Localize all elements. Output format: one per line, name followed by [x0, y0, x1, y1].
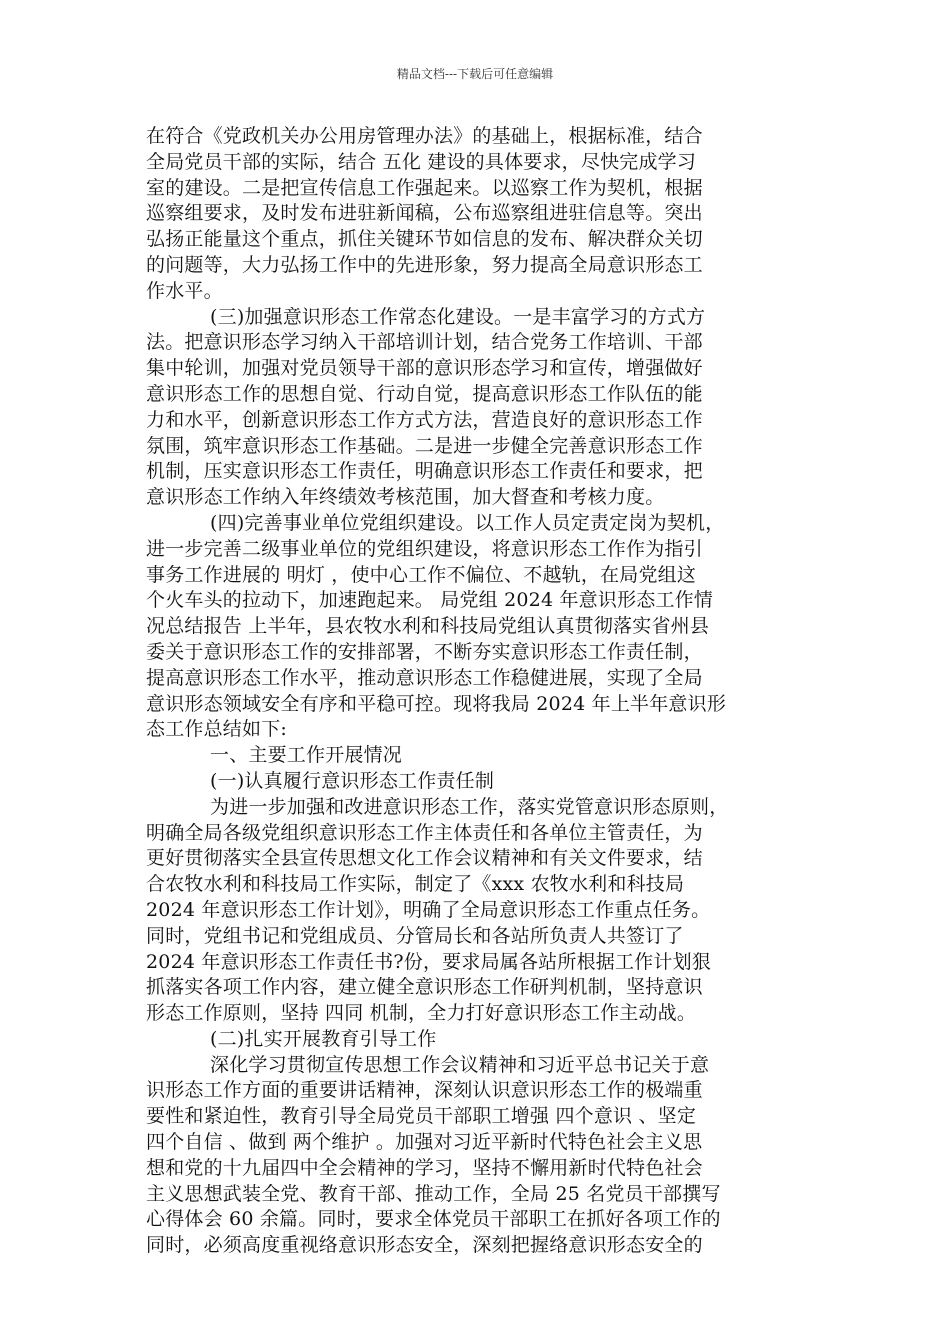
text-line: 在符合《党政机关办公用房管理办法》的基础上，根据标准，结合: [146, 125, 703, 147]
text-line: 2024 年意识形态工作计划》，明确了全局意识形态工作重点任务。: [146, 898, 711, 921]
text-line: 作水平。: [146, 279, 223, 302]
text-line: 况总结报告 上半年，县农牧水利和科技局党组认真贯彻落实省州县: [146, 615, 710, 638]
text-line: 意识形态领域安全有序和平稳可控。现将我局 2024 年上半年意识形: [146, 692, 727, 715]
text-line: 全局党员干部的实际，结合 五化 建设的具体要求，尽快完成学习: [146, 150, 697, 173]
text-line: 想和党的十九届四中全会精神的学习，坚持不懈用新时代特色社会: [146, 1156, 703, 1179]
text-line: 四个自信 、做到 两个维护 。加强对习近平新时代特色社会主义思: [146, 1131, 703, 1154]
text-line: 明确全局各级党组织意识形态工作主体责任和各单位主管责任，为: [146, 821, 703, 844]
text-line: 委关于意识形态工作的安排部署，不断夯实意识形态工作责任制，: [146, 640, 703, 663]
text-line: 进一步完善二级事业单位的党组织建设，将意识形态工作作为指引: [146, 537, 703, 560]
text-line: 形态工作原则，坚持 四同 机制，全力打好意识形态工作主动战。: [146, 1002, 697, 1025]
text-line: 法。把意识形态学习纳入干部培训计划，结合党务工作培训、干部: [146, 331, 703, 354]
text-line: 个火车头的拉动下，加速跑起来。 局党组 2024 年意识形态工作情: [146, 589, 714, 612]
text-line: 氛围，筑牢意识形态工作基础。二是进一步健全完善意识形态工作: [146, 434, 703, 457]
text-line: 意识形态工作纳入年终绩效考核范围，加大督查和考核力度。: [146, 486, 665, 509]
text-line: 力和水平，创新意识形态工作方式方法，营造良好的意识形态工作: [146, 408, 703, 431]
text-line: 一、主要工作开展情况: [210, 744, 403, 767]
text-line: 心得体会 60 余篇。同时，要求全体党员干部职工在抓好各项工作的: [146, 1208, 721, 1231]
text-line: 事务工作进展的 明灯 ，使中心工作不偏位、不越轨，在局党组这: [146, 563, 697, 586]
text-line: 巡察组要求，及时发布进驻新闻稿，公布巡察组进驻信息等。突出: [146, 202, 703, 225]
text-line: 更好贯彻落实全县宣传思想文化工作会议精神和有关文件要求，结: [146, 847, 703, 870]
text-line: 合农牧水利和科技局工作实际，制定了《xxx 农牧水利和科技局: [146, 873, 685, 896]
text-line: (三)加强意识形态工作常态化建设。一是丰富学习的方式方: [210, 305, 706, 328]
text-line: 同时，党组书记和党组成员、分管局长和各站所负责人共签订了: [146, 924, 684, 947]
text-line: 室的建设。二是把宣传信息工作强起来。以巡察工作为契机，根据: [146, 176, 703, 199]
text-line: (一)认真履行意识形态工作责任制: [210, 769, 495, 792]
document-body: [146, 124, 810, 1259]
text-line: (二)扎实开展教育引导工作: [210, 1027, 437, 1050]
page-header: 精品文档---下载后可任意编辑: [396, 67, 554, 81]
text-line: 集中轮训，加强对党员领导干部的意识形态学习和宣传，增强做好: [146, 357, 703, 380]
text-line: 要性和紧迫性，教育引导全局党员干部职工增强 四个意识 、坚定: [146, 1105, 697, 1128]
text-line: 为进一步加强和改进意识形态工作，落实党管意识形态原则，: [210, 795, 729, 818]
text-line: 深化学习贯彻宣传思想工作会议精神和习近平总书记关于意: [210, 1053, 710, 1076]
text-line: (四)完善事业单位党组织建设。以工作人员定责定岗为契机，: [210, 511, 725, 534]
text-line: 态工作总结如下:: [146, 718, 288, 741]
text-line: 提高意识形态工作水平，推动意识形态工作稳健进展，实现了全局: [146, 666, 703, 689]
text-line: 意识形态工作的思想自觉、行动自觉，提高意识形态工作队伍的能: [146, 382, 703, 405]
text-line: 弘扬正能量这个重点，抓住关键环节如信息的发布、解决群众关切: [146, 228, 703, 251]
text-line: 机制，压实意识形态工作责任，明确意识形态工作责任和要求，把: [146, 460, 703, 483]
text-line: 主义思想武装全党、教育干部、推动工作，全局 25 名党员干部撰写: [146, 1182, 721, 1205]
text-line: 同时，必须高度重视络意识形态安全，深刻把握络意识形态安全的: [146, 1234, 703, 1257]
text-line: 的问题等，大力弘扬工作中的先进形象，努力提高全局意识形态工: [146, 253, 703, 276]
text-line: 抓落实各项工作内容，建立健全意识形态工作研判机制，坚持意识: [146, 976, 703, 999]
text-line: 识形态工作方面的重要讲话精神，深刻认识意识形态工作的极端重: [146, 1079, 703, 1102]
text-line: 2024 年意识形态工作责任书?份，要求局属各站所根据工作计划狠: [146, 950, 711, 973]
